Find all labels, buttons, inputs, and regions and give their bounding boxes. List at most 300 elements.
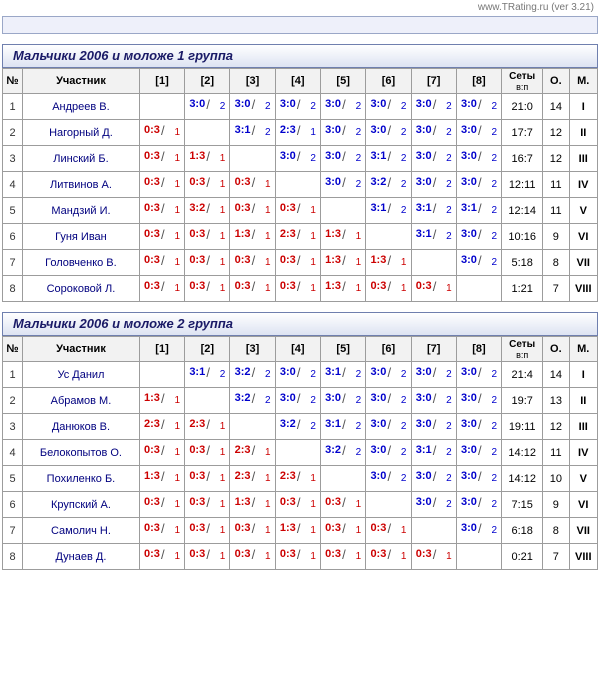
match-score-cell (366, 250, 411, 276)
row-number: 5 (3, 198, 23, 224)
match-score: 3:1 (415, 444, 432, 456)
col-points: О. (543, 337, 569, 362)
match-score: 0:3 (370, 522, 387, 534)
match-score: 0:3 (144, 548, 160, 560)
score-slash: / (432, 175, 437, 190)
score-slash: / (296, 279, 301, 294)
match-score-cell (139, 388, 184, 414)
match-score-cell (321, 120, 366, 146)
match-score-cell (321, 440, 366, 466)
score-slash: / (251, 547, 256, 562)
match-score-cell (275, 198, 320, 224)
match-score: 3:0 (461, 418, 477, 430)
final-place: VIII (569, 544, 597, 570)
match-score: 0:3 (144, 228, 160, 240)
match-score-cell (275, 276, 320, 302)
score-slash: / (206, 469, 210, 484)
match-score: 3:0 (325, 176, 342, 188)
match-score: 3:1 (370, 202, 387, 214)
match-score: 3:0 (461, 392, 477, 404)
sets-total: 10:16 (502, 224, 543, 250)
score-slash: / (342, 391, 346, 406)
match-score-cell (411, 440, 456, 466)
group-title: Мальчики 2006 и моложе 1 группа (2, 44, 598, 68)
match-score: 1:3 (144, 392, 160, 404)
match-points: 2 (491, 525, 497, 536)
participant-name[interactable]: Литвинов А. (23, 172, 140, 198)
match-score-cell (366, 466, 411, 492)
match-score: 3:0 (415, 418, 432, 430)
match-score-cell (185, 544, 230, 570)
match-score: 1:3 (370, 254, 387, 266)
match-score: 0:3 (325, 548, 342, 560)
match-points: 1 (174, 127, 181, 138)
match-points: 1 (446, 551, 452, 562)
match-points: 2 (446, 447, 452, 458)
match-points: 2 (446, 231, 452, 242)
match-score: 0:3 (234, 254, 251, 266)
score-slash: / (478, 123, 482, 138)
match-score-cell (321, 544, 366, 570)
match-points: 1 (219, 257, 226, 268)
match-score-cell (456, 120, 501, 146)
tournament-info-table (3, 21, 19, 29)
match-points: 1 (265, 499, 271, 510)
group-title: Мальчики 2006 и моложе 2 группа (2, 312, 598, 336)
match-score: 0:3 (144, 202, 160, 214)
match-points: 2 (400, 205, 407, 216)
group-results-table (2, 336, 598, 570)
match-score: 3:0 (415, 470, 432, 482)
match-score-cell (321, 224, 366, 250)
match-score: 3:1 (415, 228, 432, 240)
match-score-cell (185, 250, 230, 276)
match-points: 1 (219, 179, 226, 190)
match-score-cell (456, 492, 501, 518)
match-score-cell (275, 492, 320, 518)
col-number: № (3, 337, 23, 362)
sets-total: 12:14 (502, 198, 543, 224)
match-score: 3:0 (279, 366, 296, 378)
match-score-cell (411, 146, 456, 172)
score-slash: / (387, 391, 392, 406)
match-score-cell (366, 198, 411, 224)
score-slash: / (432, 149, 437, 164)
match-score: 1:3 (189, 150, 206, 162)
match-points: 1 (400, 257, 407, 268)
points-total: 11 (543, 172, 569, 198)
site-watermark: www.TRating.ru (ver 3.21) (477, 2, 594, 13)
match-score: 2:3 (279, 228, 296, 240)
match-score: 0:3 (415, 280, 432, 292)
participant-name[interactable]: Головченко В. (23, 250, 140, 276)
match-points: 1 (355, 525, 362, 536)
final-place: VII (569, 518, 597, 544)
match-points: 2 (446, 473, 452, 484)
score-slash: / (206, 417, 210, 432)
match-score-cell (321, 414, 366, 440)
match-score-cell (411, 492, 456, 518)
match-score-cell (321, 276, 366, 302)
tournament-info-left (3, 17, 19, 33)
match-score-cell (230, 94, 275, 120)
match-score-cell (275, 518, 320, 544)
sets-total: 14:12 (502, 440, 543, 466)
score-slash: / (296, 149, 301, 164)
points-total: 7 (543, 276, 569, 302)
score-slash: / (478, 175, 482, 190)
row-number: 7 (3, 250, 23, 276)
table-row (3, 414, 598, 440)
score-slash: / (206, 201, 210, 216)
participant-name[interactable]: Данюков В. (23, 414, 140, 440)
score-slash: / (432, 97, 437, 112)
match-points: 1 (355, 231, 362, 242)
row-number: 2 (3, 120, 23, 146)
table-row (3, 120, 598, 146)
match-score-cell (366, 276, 411, 302)
table-row (3, 440, 598, 466)
match-score-cell (185, 440, 230, 466)
match-score: 3:0 (461, 496, 477, 508)
match-score: 3:0 (325, 98, 342, 110)
match-score: 3:1 (325, 366, 342, 378)
match-points: 1 (174, 499, 181, 510)
match-score-cell (185, 172, 230, 198)
match-score-cell (139, 414, 184, 440)
match-score-cell (456, 388, 501, 414)
table-row (3, 362, 598, 388)
sets-total: 19:7 (502, 388, 543, 414)
col-sets: Сеты в:п (502, 337, 543, 362)
match-score-cell (411, 94, 456, 120)
match-points: 1 (265, 447, 271, 458)
match-score-cell (411, 276, 456, 302)
match-points: 2 (491, 447, 497, 458)
match-score: 3:0 (370, 124, 387, 136)
match-points: 1 (219, 283, 226, 294)
score-slash: / (251, 365, 256, 380)
score-slash: / (478, 201, 482, 216)
match-score-cell (321, 388, 366, 414)
match-score-cell (185, 414, 230, 440)
score-slash: / (432, 547, 437, 562)
score-slash: / (251, 521, 256, 536)
match-points: 1 (310, 257, 316, 268)
match-score: 3:2 (189, 202, 206, 214)
participant-name[interactable]: Сороковой Л. (23, 276, 140, 302)
match-points: 1 (219, 153, 226, 164)
match-score-cell (366, 94, 411, 120)
table-row (3, 146, 598, 172)
participant-name[interactable]: Мандзий И. (23, 198, 140, 224)
match-score-cell (230, 172, 275, 198)
match-score-cell (230, 362, 275, 388)
match-points: 2 (446, 369, 452, 380)
match-points: 2 (400, 153, 407, 164)
score-slash: / (296, 123, 301, 138)
score-slash: / (251, 495, 256, 510)
col-opponent-8: [8] (456, 337, 501, 362)
match-points: 2 (491, 127, 497, 138)
final-place: IV (569, 440, 597, 466)
row-number: 4 (3, 172, 23, 198)
score-slash: / (296, 521, 301, 536)
match-points: 1 (174, 231, 181, 242)
match-score-cell (275, 94, 320, 120)
match-score-cell (275, 388, 320, 414)
match-score-cell (366, 172, 411, 198)
match-score: 3:0 (370, 366, 387, 378)
col-opponent-3: [3] (230, 69, 275, 94)
table-row (3, 388, 598, 414)
match-score-cell (456, 94, 501, 120)
match-score: 1:3 (325, 254, 342, 266)
points-total: 12 (543, 414, 569, 440)
match-score-cell (139, 276, 184, 302)
score-slash: / (478, 391, 482, 406)
match-points: 1 (219, 205, 226, 216)
match-score: 3:2 (234, 366, 251, 378)
match-points: 2 (491, 101, 497, 112)
final-place: II (569, 120, 597, 146)
match-points: 2 (446, 101, 452, 112)
participant-name[interactable]: Дунаев Д. (23, 544, 140, 570)
match-points: 2 (310, 153, 316, 164)
match-points: 1 (310, 473, 316, 484)
match-score-cell (411, 172, 456, 198)
participant-name[interactable]: Абрамов М. (23, 388, 140, 414)
participant-name[interactable]: Ус Данил (23, 362, 140, 388)
match-score-cell (230, 492, 275, 518)
match-points: 2 (491, 499, 497, 510)
score-slash: / (432, 279, 437, 294)
match-points: 2 (355, 101, 362, 112)
match-points: 2 (491, 473, 497, 484)
match-points: 1 (219, 499, 226, 510)
row-number: 5 (3, 466, 23, 492)
table-header-row (3, 337, 598, 362)
participant-name[interactable]: Нагорный Д. (23, 120, 140, 146)
tournament-info-label (3, 27, 11, 29)
col-opponent-7: [7] (411, 69, 456, 94)
score-slash: / (251, 253, 256, 268)
match-score-cell (139, 120, 184, 146)
match-points: 2 (491, 421, 497, 432)
participant-name[interactable]: Крупский А. (23, 492, 140, 518)
match-score: 0:3 (189, 522, 206, 534)
score-slash: / (387, 443, 392, 458)
match-score-cell (321, 492, 366, 518)
match-points: 1 (219, 231, 226, 242)
match-score: 3:2 (279, 418, 296, 430)
row-number: 6 (3, 224, 23, 250)
sets-total: 21:4 (502, 362, 543, 388)
points-total: 8 (543, 250, 569, 276)
match-score-cell (456, 518, 501, 544)
participant-name[interactable]: Гуня Иван (23, 224, 140, 250)
score-slash: / (387, 123, 392, 138)
match-score: 3:0 (370, 470, 387, 482)
match-points: 1 (355, 283, 362, 294)
match-score-cell (230, 440, 275, 466)
match-score: 3:0 (325, 124, 342, 136)
match-score-cell (139, 172, 184, 198)
score-slash: / (387, 417, 392, 432)
score-slash: / (432, 443, 437, 458)
match-score: 0:3 (144, 496, 160, 508)
match-points: 1 (174, 525, 181, 536)
match-points: 2 (400, 179, 407, 190)
participant-name[interactable]: Самолич Н. (23, 518, 140, 544)
score-slash: / (387, 279, 392, 294)
match-points: 2 (446, 499, 452, 510)
score-slash: / (387, 175, 392, 190)
match-score-cell (366, 544, 411, 570)
self-cell (275, 172, 320, 198)
match-score-cell (456, 440, 501, 466)
score-slash: / (206, 149, 210, 164)
final-place: V (569, 198, 597, 224)
match-score: 0:3 (189, 228, 206, 240)
points-total: 11 (543, 440, 569, 466)
col-opponent-4: [4] (275, 69, 320, 94)
score-slash: / (387, 547, 392, 562)
match-score-cell (321, 172, 366, 198)
match-points: 2 (355, 127, 362, 138)
match-score: 3:1 (325, 418, 342, 430)
match-score-cell (411, 120, 456, 146)
match-points: 2 (446, 179, 452, 190)
match-score: 0:3 (189, 470, 206, 482)
score-slash: / (432, 495, 437, 510)
match-score: 3:0 (279, 150, 296, 162)
match-score-cell (321, 94, 366, 120)
score-slash: / (206, 175, 210, 190)
match-points: 2 (355, 447, 362, 458)
match-score-cell (456, 198, 501, 224)
match-score: 0:3 (234, 176, 251, 188)
match-score: 2:3 (279, 124, 296, 136)
match-score: 3:1 (461, 202, 477, 214)
match-points: 2 (400, 421, 407, 432)
participant-name[interactable]: Белокопытов О. (23, 440, 140, 466)
match-points: 1 (219, 551, 226, 562)
match-score: 0:3 (144, 522, 160, 534)
score-slash: / (478, 227, 482, 242)
score-slash: / (251, 175, 256, 190)
match-score-cell (456, 414, 501, 440)
self-cell (230, 146, 275, 172)
match-score: 0:3 (370, 548, 387, 560)
score-slash: / (478, 521, 482, 536)
sets-total: 5:18 (502, 250, 543, 276)
match-score-cell (139, 466, 184, 492)
match-score-cell (139, 518, 184, 544)
sets-total: 19:11 (502, 414, 543, 440)
score-slash: / (432, 417, 437, 432)
match-score: 1:3 (144, 470, 160, 482)
match-score: 3:2 (370, 176, 387, 188)
match-points: 2 (491, 231, 497, 242)
match-points: 2 (446, 205, 452, 216)
score-slash: / (251, 97, 256, 112)
match-points: 1 (265, 231, 271, 242)
participant-name[interactable]: Похиленко Б. (23, 466, 140, 492)
match-score-cell (230, 198, 275, 224)
match-score: 3:0 (415, 98, 432, 110)
match-score: 0:3 (144, 176, 160, 188)
match-score: 3:0 (370, 98, 387, 110)
match-score-cell (456, 250, 501, 276)
table-row (3, 224, 598, 250)
match-score-cell (230, 518, 275, 544)
match-score: 3:0 (461, 150, 477, 162)
points-total: 9 (543, 224, 569, 250)
col-place: М. (569, 69, 597, 94)
match-points: 2 (400, 395, 407, 406)
match-score: 3:0 (415, 496, 432, 508)
score-slash: / (342, 175, 346, 190)
score-slash: / (342, 227, 346, 242)
col-number: № (3, 69, 23, 94)
match-score: 0:3 (279, 548, 296, 560)
col-opponent-1: [1] (139, 69, 184, 94)
sets-total: 17:7 (502, 120, 543, 146)
score-slash: / (161, 391, 165, 406)
score-slash: / (387, 97, 392, 112)
match-points: 1 (174, 551, 181, 562)
participant-name[interactable]: Линский Б. (23, 146, 140, 172)
match-score: 3:0 (415, 366, 432, 378)
match-score-cell (366, 362, 411, 388)
match-points: 1 (310, 205, 316, 216)
match-points: 1 (265, 473, 271, 484)
table-row (3, 276, 598, 302)
row-number: 8 (3, 544, 23, 570)
score-slash: / (161, 417, 165, 432)
score-slash: / (296, 97, 301, 112)
match-score-cell (185, 94, 230, 120)
score-slash: / (296, 547, 301, 562)
match-points: 2 (265, 395, 271, 406)
tournament-info-box (2, 16, 598, 34)
match-points: 2 (446, 421, 452, 432)
final-place: I (569, 94, 597, 120)
match-points: 2 (355, 153, 362, 164)
final-place: VI (569, 224, 597, 250)
col-sets: Сеты в:п (502, 69, 543, 94)
match-score: 3:0 (370, 444, 387, 456)
match-score: 3:0 (279, 98, 296, 110)
match-score: 3:0 (370, 392, 387, 404)
match-score-cell (139, 146, 184, 172)
match-score: 2:3 (234, 444, 251, 456)
sets-total: 12:11 (502, 172, 543, 198)
match-points: 2 (310, 101, 316, 112)
points-total: 11 (543, 198, 569, 224)
match-points: 1 (174, 473, 181, 484)
match-score: 3:2 (325, 444, 342, 456)
match-points: 2 (219, 369, 226, 380)
col-opponent-1: [1] (139, 337, 184, 362)
col-opponent-2: [2] (185, 69, 230, 94)
groups-container (0, 44, 600, 570)
match-score-cell (366, 518, 411, 544)
match-points: 1 (174, 447, 181, 458)
match-score-cell (185, 224, 230, 250)
participant-name[interactable]: Андреев В. (23, 94, 140, 120)
